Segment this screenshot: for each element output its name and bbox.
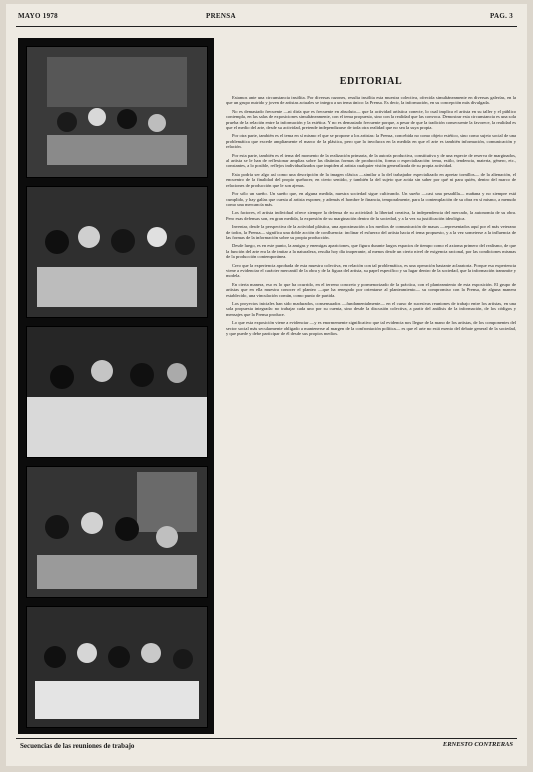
article-title: EDITORIAL: [339, 76, 403, 87]
publication-name: PRENSA: [206, 12, 236, 20]
photo-caption: Secuencias de las reuniones de trabajo: [20, 742, 135, 750]
article-paragraph: Desde luego, es en este punto, la amigas y enemigas apariciones, que figura durante largos espacios de tiempo como el axioma primero del realismo, de que la función del arte era la de imitar a la naturaleza, resulta hoy día inoperante, al menos desde un cierto nivel de exigencia racional, por las condiciones mismas de la producción contemporánea.: [226, 243, 516, 260]
article-paragraph: Esta podría ser algo así como una descripción de la imagen clásica —similar a la del trabajador especializado en apretar tornillos— de la alienación, el encuentro de la finalidad del propio quehacer, en cierto sentido, y también la del sujeto que actúa sin saber por qué ni para quién, dentro del marco de relaciones de producción que le son ajenas.: [226, 171, 516, 188]
page-header: [6, 12, 527, 24]
meeting-photo-1: [26, 46, 208, 178]
footer-rule: [16, 738, 517, 739]
editorial-article: [226, 38, 516, 736]
article-paragraph: No es demasiado frecuente —ni diría que es frecuente en absoluto— que la actividad artística conecte, lo cual implica el artista en su taller y el público contempla, en las salas de exposiciones simultáneamente, con el tema propuesto, sino con la realidad que las convoca. Demostrar esta circunstancia es una sola prueba de la relación entre la información y la estética. Y no es demasiado frecuente porque, a pesar de que la tradición consecuente la favorece, la realidad es que el medio del arte, desde su actividad, pretende independizarse de toda otra realidad que no sea la suya propia.: [226, 108, 516, 131]
article-paragraph: Lo que esta exposición viene a evidenciar —y es enormemente significativo que tal evidencia nos llegue de la mano de los artistas, de los componentes del sector social más secularmente obligado a mantenerse al margen de la confrontación política— es que el arte no está exento del debate general de la sociedad, y que puede y debe participar de él desde sus propios medios.: [226, 320, 516, 337]
article-paragraph: Estamos ante una circunstancia insólita. Por diversas razones, resulta insólita esta muestra colectiva, ofrecida simultáneamente en diversas galerías, en la que un grupo nutrido y joven de artistas actuales se integra a un tema único: la Prensa. Es decir, la información, en su concepción más divulgada.: [226, 95, 516, 106]
meeting-photo-2: [26, 186, 208, 318]
article-paragraph: Los proyectos iniciales han sido madurados, consensuados —fundamentalmente— en el curso de sucesivas reuniones de trabajo entre los artistas, en una sola propuesta integrada: no trabajar cada uno por su cuenta, sino desde la discusión colectiva, a partir del análisis de la información, de los códigos y mensajes que la Prensa produce.: [226, 301, 516, 317]
meeting-photo-4: [26, 466, 208, 598]
meeting-photo-3: [26, 326, 208, 458]
article-paragraph: Por sólo un sueño. Un sueño que, en alguna medida, nuestra sociedad sigue cultivando. Un sueño —casi una pesadilla— mañana y no siempre está cumplido, y hay galías que cuesta al artista exponer, y además el hombre le financia, temporalmente, para la contemplación de su obra en sí mismo, a menudo como una mercancía más.: [226, 191, 516, 207]
page-number: PAG. 3: [489, 12, 513, 20]
article-paragraph: En cierta manera, eso es lo que ha ocurrido, en el terreno concreto y pormenorizado de la práctica, con el planteamiento de esta exposición. El grupo de artistas que en ella muestra conocer el planteo —que ha renegado por orientarse al planteamiento— su compromiso con la Prensa, de alguna manera establecido, una vinculación común, como punto de partida.: [226, 281, 516, 298]
author-signature: ERNESTO CONTRERAS: [442, 741, 513, 748]
article-paragraph: Los factores, el artista individual ofrece siempre la defensa de su actividad: la libertad creativa, la independencia del mercado, la autonomía de su obra. Pero esas defensas son, en gran medida, la expresión de su marginación dentro de la sociedad, y a la vez su justificación ideológica.: [226, 210, 516, 221]
article-body: [226, 95, 516, 336]
article-paragraph: Creo que la experiencia aprobada de esta muestra colectiva, en relación con tal problemática, es una operación bastante aclaratoria. Porque esa experiencia viene a evidenciar el carácter mercantil de la obra y de la figura del artista, su papel específico y su lugar dentro de la sociedad, que la información transmite y modela.: [226, 262, 516, 279]
header-rule: [16, 26, 517, 27]
meeting-photo-5: [26, 606, 208, 728]
article-paragraph: Por esta parte, también es el tema del momento de la realización primaria, de la autoría productiva, constitutiva y de una especie de reserva de marginados, al artista se le han de reflexionar amplias sobre las distintas formas de producción, forma o especialización: tema, estilo, tendencia, materia, género, etc., constantes, a lo posible, reflejos individualizados que impiden al artista cualquier visión generalizada de su propia actividad.: [226, 152, 516, 169]
article-paragraph: Por otra parte, también es el tema en sí mismo el que se propone a los artistas: la Prensa, concebida no como objeto estético, sino como sujeto social de una problemática que excede ampliamente el marco de la plástica, pero que la involucra en la medida en que el arte es también información, comunicación y relación.: [226, 133, 516, 150]
article-paragraph: Inventar, desde la perspectiva de la actividad plástica, una aproximación a los medios de comunicación de masas —representados aquí por el más veterano de todos, la Prensa— significa una doble acción de confluencia: inclinar el esfuerzo del artista hacia el tema propuesto, y a la vez someterse a la influencia de las formas de la información sobre su propia producción.: [226, 224, 516, 240]
issue-date: MAYO 1978: [18, 12, 58, 20]
newspaper-page: [6, 4, 527, 766]
photo-column: [18, 38, 214, 734]
